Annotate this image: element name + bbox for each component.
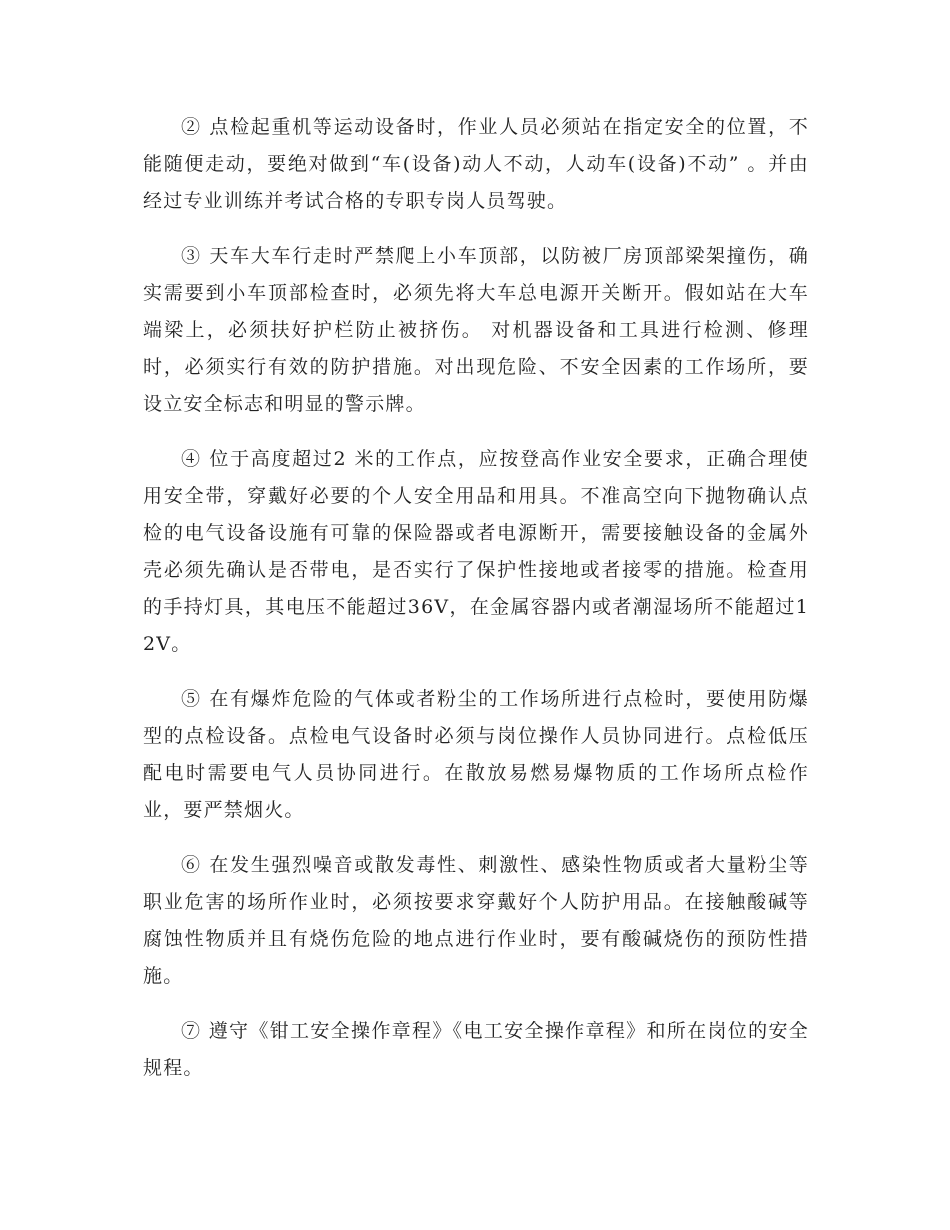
paragraph-item-7: ⑦ 遵守《钳工安全操作章程》《电工安全操作章程》和所在岗位的安全规程。 — [143, 1020, 809, 1079]
paragraph-item-4: ④ 位于高度超过2 米的工作点，应按登高作业安全要求，正确合理使用安全带，穿戴好必要的个人安全用品和用具。不准高空向下抛物确认点检的电气设备设施有可靠的保险器或者电源断开，需要接触设备的金属外壳必须先确认是否带电，是否实行了保护性接地或者接零的措施。检查用的手持灯具，其电压不能超过36V，在金属容器内或者潮湿场所不能超过12V。 — [143, 448, 809, 655]
document-body — [143, 109, 809, 1105]
paragraph-item-5: ⑤ 在有爆炸危险的气体或者粉尘的工作场所进行点检时，要使用防爆型的点检设备。点检电气设备时必须与岗位操作人员协同进行。点检低压配电时需要电气人员协同进行。在散放易燃易爆物质的工作场所点检作业，要严禁烟火。 — [143, 688, 809, 821]
paragraph-item-6: ⑥ 在发生强烈噪音或散发毒性、刺激性、感染性物质或者大量粉尘等职业危害的场所作业时，必须按要求穿戴好个人防护用品。在接触酸碱等腐蚀性物质并且有烧伤危险的地点进行作业时，要有酸碱烧伤的预防性措施。 — [143, 854, 809, 987]
paragraph-item-3: ③ 天车大车行走时严禁爬上小车顶部，以防被厂房顶部梁架撞伤，确实需要到小车顶部检查时，必须先将大车总电源开关断开。假如站在大车端梁上，必须扶好护栏防止被挤伤。 对机器设备和工具进行检测、修理时，必须实行有效的防护措施。对出现危险、不安全因素的工作场所，要设立安全标志和明显的警示牌。 — [143, 245, 809, 415]
paragraph-item-2: ② 点检起重机等运动设备时，作业人员必须站在指定安全的位置，不能随便走动，要绝对做到“车(设备)动人不动，人动车(设备)不动” 。并由经过专业训练并考试合格的专职专岗人员驾驶。 — [143, 116, 809, 212]
